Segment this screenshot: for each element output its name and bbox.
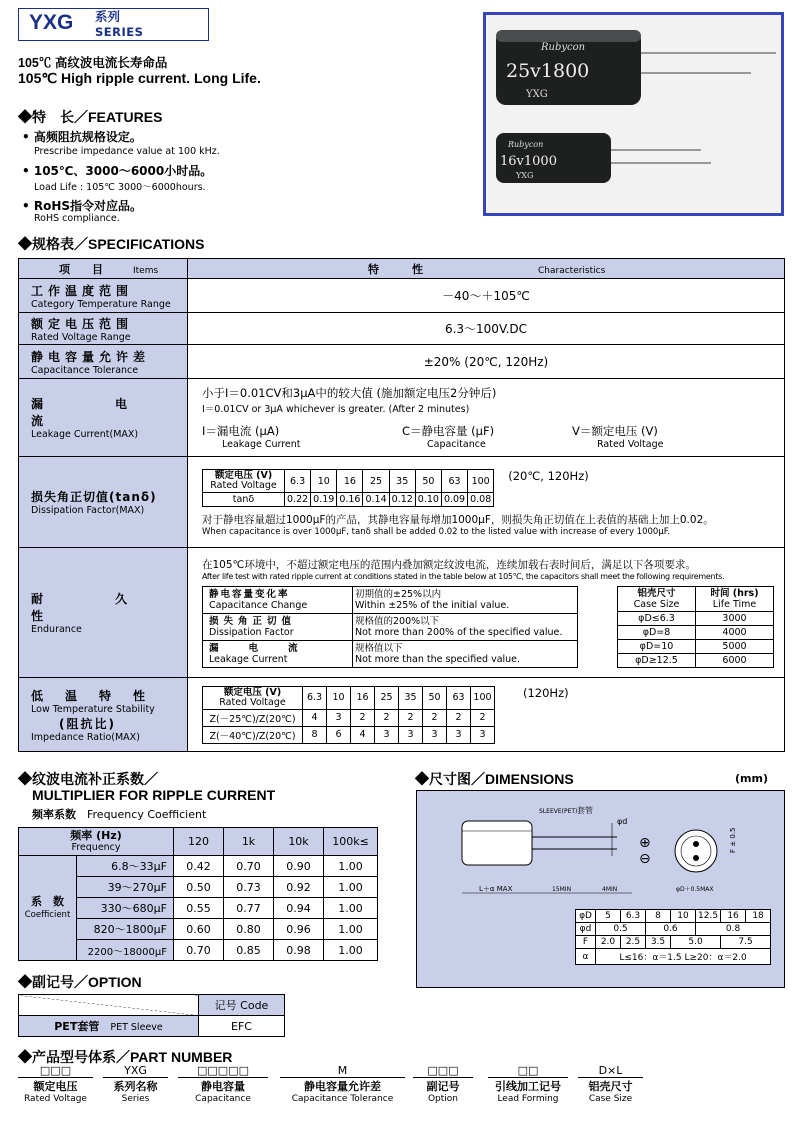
dims-4min: 4MIN — [602, 886, 618, 893]
part-item-lead: □□ 引线加工记号 Lead Forming — [488, 1064, 568, 1104]
spec-leak-label: 漏 电 流 Leakage Current(MAX) — [19, 379, 188, 457]
spec-lowtemp-label: 低温特性 Low Temperature Stability (阻抗比) Impedance Ratio(MAX) — [19, 678, 188, 752]
ripple-freq-label: 频率系数 Frequency Coefficient — [32, 808, 207, 821]
series-code: YXG — [29, 11, 74, 34]
part-number-row — [18, 1064, 658, 1114]
series-zh: 系列 — [95, 9, 121, 24]
spec-leak-value: 小于I＝0.01CV和3μA中的较大值 (施加额定电压2分钟后) I＝0.01CV or 3μA whichever is greater. (After 2 minutes) I＝漏电流 (μA) Leakage Current C＝静电容量 (μF) Capacitance V＝额定电压 (V) Rated Voltage — [188, 379, 785, 457]
spec-heading: ◆规格表／SPECIFICATIONS — [18, 236, 205, 252]
cap1-brand: Rubycon — [541, 42, 586, 53]
part-item-option: □□□ 副记号 Option — [413, 1064, 473, 1104]
capacitor-illustration — [486, 15, 781, 213]
feature-1-zh: • 高频阻抗规格设定。 — [22, 130, 142, 144]
feature-3-en: RoHS compliance. — [34, 213, 120, 224]
part-item-capacitance: □□□□□ 静电容量 Capacitance — [178, 1064, 268, 1104]
cap1-text: 25v1800 — [506, 60, 590, 82]
df-note-zh: 对于静电容量超过1000μF的产品，其静电容量每增加1000μF，则损失角正切值在上表值的基础上加上0.02。 — [202, 514, 714, 526]
dims-15min: 15MIN — [552, 886, 572, 893]
features-heading: ◆特 长／FEATURES — [18, 109, 163, 125]
part-item-tolerance: M 静电容量允许差 Capacitance Tolerance — [280, 1064, 405, 1104]
cap2-brand: Rubycon — [508, 140, 544, 149]
spec-temp-label: 工作温度范围 Category Temperature Range — [19, 279, 188, 313]
part-heading: ◆产品型号体系／PART NUMBER — [18, 1049, 233, 1065]
spec-voltage-value: 6.3～100V.DC — [188, 313, 785, 345]
dimension-drawing — [417, 791, 786, 909]
dims-minus: ⊖ — [639, 851, 651, 867]
dims-unit: (mm) — [735, 772, 768, 785]
part-item-series: YXG 系列名称 Series — [103, 1064, 168, 1104]
cap1-series: YXG — [526, 89, 548, 100]
dims-panel — [416, 790, 785, 988]
feature-2-zh: • 105℃、3000～6000小时品。 — [22, 164, 213, 178]
spec-col-items: 项 目 Items — [19, 259, 188, 279]
part-item-voltage: □□□ 额定电压 Rated Voltage — [18, 1064, 93, 1104]
feature-3-zh: • RoHS指令对应品。 — [22, 199, 143, 213]
feature-2-en: Load Life : 105℃ 3000～6000hours. — [34, 182, 206, 193]
lowtemp-table: 额定电压 (V) Rated Voltage 6.3 10 16 25 35 50 63 100 Z(－25℃)/Z(20℃) 4 3 2 2 2 2 2 2 Z(－40℃)/Z(20℃) 8 6 4 3 3 3 3 3 — [202, 686, 495, 744]
cap2-text: 16v1000 — [500, 154, 557, 169]
option-heading: ◆副记号／OPTION — [18, 974, 142, 990]
dims-phiD-label: φD＋0.5MAX — [676, 886, 714, 893]
spec-lowtemp-value — [188, 678, 785, 752]
ripple-heading-1: ◆纹波电流补正系数／ — [18, 771, 158, 787]
dims-f-label: F ± 0.5 — [729, 827, 737, 853]
life-time-table: 铝壳尺寸 Case Size 时间 (hrs) Life Time φD≤6.3 3000 φD=8 4000 φD=10 5000 φD≥12.5 6000 — [617, 586, 774, 668]
option-table: 记号 Code PET套管 PET Sleeve EFC — [18, 994, 285, 1037]
spec-endurance-value: 在105℃环境中，不超过额定电压的范围内叠加额定纹波电流，连续加载右表时间后，满足以下各项要求。 After life test with rated ripple current at conditions stated in the table below at 105℃, the capacitors shall meet the following requirements. 静电容量变化率 Capacitance Change 初期值的±25%以内 Within ±25% of the initial value. 损失角正切值 Dissipation Factor 规格值的200%以下 Not more than 200% of the specified value. 漏电流 Leakage Current 规格值以下 Not more than the specified value. 铝壳尺寸 Case Size 时间 (hrs) Life Time φD≤6.3 3000 φD=8 4000 φD=10 5000 φD≥12.5 6000 — [188, 548, 785, 678]
series-en: SERIES — [95, 25, 144, 39]
dims-phi-d: φd — [617, 817, 628, 826]
spec-temp-value: －40～＋105℃ — [188, 279, 785, 313]
endurance-req-table: 静电容量变化率 Capacitance Change 初期值的±25%以内 Within ±25% of the initial value. 损失角正切值 Dissipation Factor 规格值的200%以下 Not more than 200% of the specified value. 漏电流 Leakage Current 规格值以下 Not more than the specified value. — [202, 586, 578, 668]
df-note-en: When capacitance is over 1000μF, tanδ shall be added 0.02 to the listed value with increase of every 1000μF. — [202, 527, 670, 537]
ripple-heading-2: MULTIPLIER FOR RIPPLE CURRENT — [32, 787, 276, 803]
ripple-table: 频率 (Hz) Frequency 120 1k 10k 100k≤ 系 数 Coefficient 6.8～33μF 0.42 0.70 0.90 1.00 39～270μF 0.50 0.73 0.92 1.00 330～680μF 0.55 0.77 0.94 1.00 820～1800μF 0.60 0.80 0.96 1.00 2200～18000μF 0.70 0.85 0.98 1.00 — [18, 827, 378, 961]
spec-voltage-label: 额定电压范围 Rated Voltage Range — [19, 313, 188, 345]
spec-col-char: 特 性 Characteristics — [188, 259, 785, 279]
df-table: 额定电压 (V) Rated Voltage 6.3 10 16 25 35 50 63 100 tanδ 0.22 0.19 0.16 0.14 0.12 0.10 0.09 0.08 — [202, 469, 494, 507]
cap2-series: YXG — [516, 171, 534, 180]
part-item-case: D×L 铝壳尺寸 Case Size — [578, 1064, 643, 1104]
spec-tol-label: 静电容量允许差 Capacitance Tolerance — [19, 345, 188, 379]
df-condition: (20℃, 120Hz) — [508, 469, 589, 483]
spec-endurance-label: 耐 久 性 Endurance — [19, 548, 188, 678]
product-photo — [483, 12, 784, 216]
dims-l-label: L＋α MAX — [479, 885, 513, 893]
dims-sleeve-zh: 套管 — [577, 806, 593, 815]
spec-tol-value: ±20% (20℃, 120Hz) — [188, 345, 785, 379]
lowtemp-condition: (120Hz) — [523, 685, 569, 700]
dims-heading: ◆尺寸图／DIMENSIONS — [415, 771, 574, 787]
subtitle-en: 105℃ High ripple current. Long Life. — [18, 70, 261, 86]
dims-plus: ⊕ — [639, 835, 651, 851]
dims-sleeve-en: SLEEVE(PET) — [539, 808, 578, 815]
series-title-box — [18, 8, 209, 41]
subtitle-zh: 105℃ 高纹波电流长寿命品 — [18, 56, 168, 70]
spec-table — [18, 258, 785, 752]
spec-df-value — [188, 457, 785, 548]
dims-table: φD 5 6.3 8 10 12.5 16 18 φd 0.5 0.6 0.8 F 2.0 2.5 3.5 5.0 7.5 α L≤16：α＝1.5 L≥20：α＝2.0 — [575, 909, 771, 965]
feature-1-en: Prescribe impedance value at 100 kHz. — [34, 146, 220, 157]
spec-df-label: 损失角正切值(tanδ) Dissipation Factor(MAX) — [19, 457, 188, 548]
